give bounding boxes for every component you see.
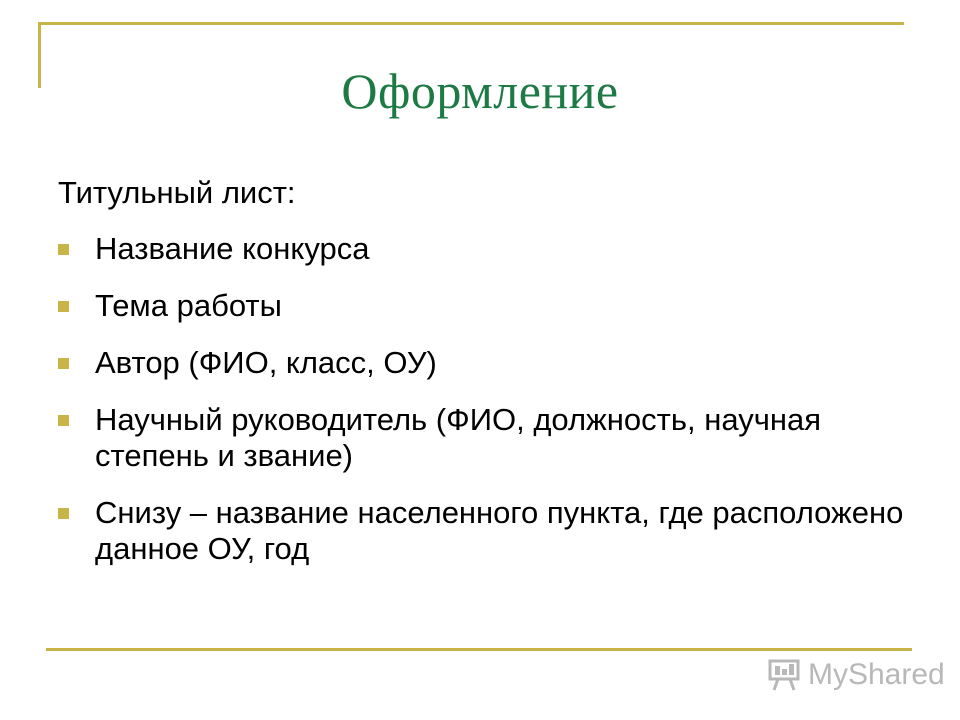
list-item: [58, 495, 908, 567]
frame-top-line: [38, 22, 904, 25]
square-bullet-icon: [58, 301, 69, 312]
intro-text: Титульный лист:: [58, 175, 296, 210]
square-bullet-icon: [58, 244, 69, 255]
list-item: [58, 231, 908, 267]
list-item-text: Научный руководитель (ФИО, должность, научная степень и звание): [95, 402, 822, 473]
list-item: [58, 402, 908, 474]
list-item: [58, 288, 908, 324]
slide-title: Оформление: [341, 63, 619, 119]
list-item-text: Снизу – название населенного пункта, где расположено данное ОУ, год: [95, 495, 904, 566]
watermark-text: MyShared: [808, 658, 945, 691]
list-item: [58, 345, 908, 381]
list-item-text: Автор (ФИО, класс, ОУ): [95, 345, 437, 380]
frame-bottom-line: [46, 648, 912, 651]
square-bullet-icon: [58, 415, 69, 426]
square-bullet-icon: [58, 358, 69, 369]
list-item-text: Название конкурса: [95, 231, 370, 266]
bullet-list: [58, 231, 908, 567]
square-bullet-icon: [58, 508, 69, 519]
presentation-board-icon: [766, 658, 802, 692]
watermark: [766, 656, 945, 694]
list-item-text: Тема работы: [95, 288, 282, 323]
slide-content: [58, 175, 908, 588]
